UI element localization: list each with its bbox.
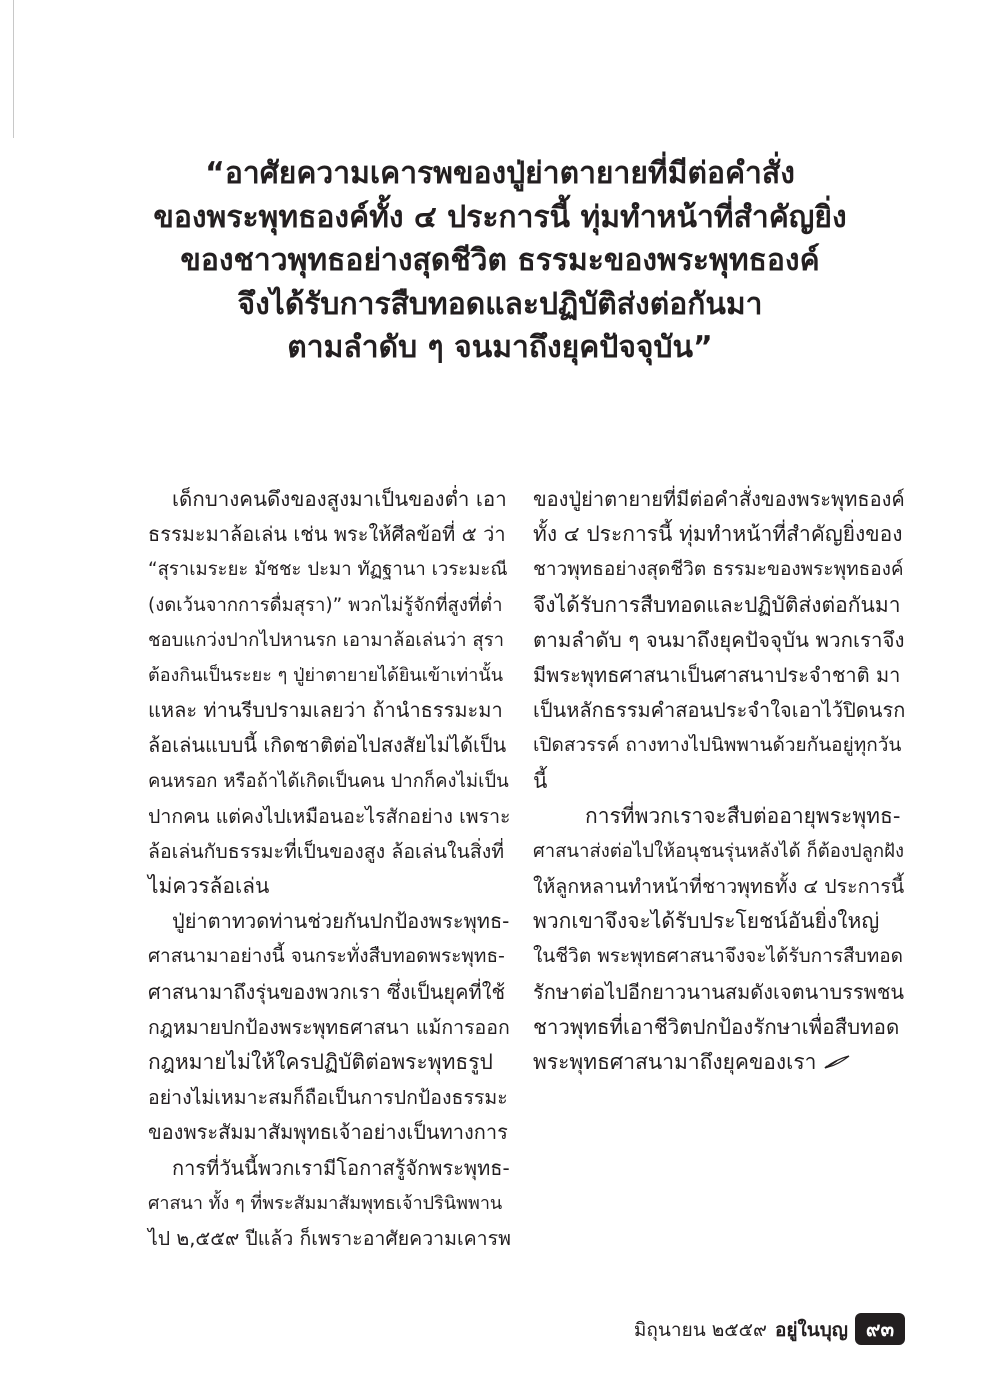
left-column-line: ชอบแกว่งปากไปหานรก เอามาล้อเล่นว่า สุรา <box>148 629 505 651</box>
right-column-line: ชาวพุทธอย่างสุดชีวิต ธรรมะของพระพุทธองค์ <box>533 558 904 581</box>
left-column-line: ล้อเล่นแบบนี้ เกิดชาติต่อไปสงสัยไม่ได้เป็น <box>148 733 507 758</box>
left-column-line: ศาสนามาถึงรุ่นของพวกเรา ซึ่งเป็นยุคที่ใช้ <box>148 979 506 1004</box>
pen-nib-icon <box>824 1045 850 1080</box>
left-column-line: กฎหมายไม่ให้ใครปฏิบัติต่อพระพุทธรูป <box>148 1050 493 1074</box>
pull-quote <box>130 152 870 370</box>
right-column-line: รักษาต่อไปอีกยาวนานสมดังเจตนาบรรพชน <box>533 979 905 1004</box>
left-column-line: ธรรมะมาล้อเล่น เช่น พระให้ศีลข้อที่ ๕ ว่า <box>148 522 506 547</box>
left-column-line: การที่วันนี้พวกเรามีโอกาสรู้จักพระพุทธ- <box>172 1155 510 1180</box>
footer-issue <box>634 1314 848 1346</box>
pull-quote-line: ของพระพุทธองค์ทั้ง ๔ ประการนี้ ทุ่มทำหน้าที่สำคัญยิ่ง <box>153 199 847 235</box>
magazine-name: อยู่ในบุญ <box>774 1319 848 1341</box>
margin-rule <box>13 0 14 138</box>
right-column-line: ศาสนาส่งต่อไปให้อนุชนรุ่นหลังได้ ก็ต้องปลูกฝัง <box>533 840 905 862</box>
right-column-line: พวกเขาจึงจะได้รับประโยชน์อันยิ่งใหญ่ <box>533 909 880 934</box>
left-column-line: เด็กบางคนดึงของสูงมาเป็นของต่ำ เอา <box>172 487 507 511</box>
right-column <box>533 482 905 1080</box>
pull-quote-line: ตามลำดับ ๆ จนมาถึงยุคปัจจุบัน” <box>287 330 713 365</box>
left-column-line: คนหรอก หรือถ้าได้เกิดเป็นคน ปากก็คงไม่เป็น <box>148 770 509 792</box>
left-column-line: อย่างไม่เหมาะสมก็ถือเป็นการปกป้องธรรมะ <box>148 1086 508 1110</box>
left-column <box>148 482 510 1256</box>
left-column-line: ปากคน แต่คงไปเหมือนอะไรสักอย่าง เพราะ <box>148 804 511 828</box>
right-column-line: ให้ลูกหลานทำหน้าที่ชาวพุทธทั้ง ๔ ประการนี้ <box>533 875 905 899</box>
pull-quote-line: ของชาวพุทธอย่างสุดชีวิต ธรรมะของพระพุทธองค์ <box>180 243 820 278</box>
right-column-line: นี้ <box>533 768 548 793</box>
right-column-line: จึงได้รับการสืบทอดและปฏิบัติส่งต่อกันมา <box>533 592 901 617</box>
right-column-line-text: พระพุทธศาสนามาถึงยุคของเรา <box>533 1050 817 1074</box>
issue-date: มิถุนายน ๒๕๕๙ <box>633 1319 767 1341</box>
left-column-line: กฎหมายปกป้องพระพุทธศาสนา แม้การออก <box>148 1015 510 1039</box>
right-column-line: ทั้ง ๔ ประการนี้ ทุ่มทำหน้าที่สำคัญยิ่งของ <box>533 522 903 547</box>
right-column-line: ในชีวิต พระพุทธศาสนาจึงจะได้รับการสืบทอด <box>533 945 903 968</box>
left-column-line: (งดเว้นจากการดื่มสุรา)” พวกไม่รู้จักที่สูงที่ต่ำ <box>148 594 503 616</box>
left-column-line: แหละ ท่านรีบปรามเลยว่า ถ้านำธรรมะมา <box>148 698 503 723</box>
right-column-line: เป็นหลักธรรมคำสอนประจำใจเอาไว้ปิดนรก <box>533 698 906 723</box>
right-column-line: ตามลำดับ ๆ จนมาถึงยุคปัจจุบัน พวกเราจึง <box>533 627 905 652</box>
left-column-line: ศาสนา ทั้ง ๆ ที่พระสัมมาสัมพุทธเจ้าปรินิพพาน <box>148 1192 503 1214</box>
left-column-line: ศาสนามาอย่างนี้ จนกระทั่งสืบทอดพระพุทธ- <box>148 945 505 968</box>
left-column-line: ไม่ควรล้อเล่น <box>148 874 270 899</box>
left-column-line: ไป ๒,๕๕๙ ปีแล้ว ก็เพราะอาศัยความเคารพ <box>148 1226 511 1250</box>
right-column-line: การที่พวกเราจะสืบต่ออายุพระพุทธ- <box>585 803 901 828</box>
left-column-line: ล้อเล่นกับธรรมะที่เป็นของสูง ล้อเล่นในสิ่งที่ <box>148 839 505 863</box>
right-column-line: มีพระพุทธศาสนาเป็นศาสนาประจำชาติ มา <box>533 662 901 687</box>
left-column-line: ปู่ย่าตาทวดท่านช่วยกันปกป้องพระพุทธ- <box>172 909 510 934</box>
page-number-badge: ๙๓ <box>855 1313 905 1345</box>
pull-quote-line: “อาศัยความเคารพของปู่ย่าตายายที่มีต่อคำสั่ง <box>205 156 795 191</box>
right-column-last-line <box>533 1045 905 1080</box>
pull-quote-line: จึงได้รับการสืบทอดและปฏิบัติส่งต่อกันมา <box>237 286 763 322</box>
right-column-line: ของปู่ย่าตายายที่มีต่อคำสั่งของพระพุทธองค์ <box>533 487 905 511</box>
right-column-line: เปิดสวรรค์ ถางทางไปนิพพานด้วยกันอยู่ทุกวัน <box>533 734 902 757</box>
left-column-line: ต้องกินเป็นระยะ ๆ ปู่ย่าตายายได้ยินเข้าเท่านั้น <box>148 664 504 686</box>
left-column-line: “สุราเมระยะ มัชชะ ปะมา ทัฏฐานา เวระมะณี <box>148 559 508 581</box>
left-column-line: ของพระสัมมาสัมพุทธเจ้าอย่างเป็นทางการ <box>148 1120 508 1145</box>
right-column-line: ชาวพุทธที่เอาชีวิตปกป้องรักษาเพื่อสืบทอด <box>533 1014 900 1039</box>
